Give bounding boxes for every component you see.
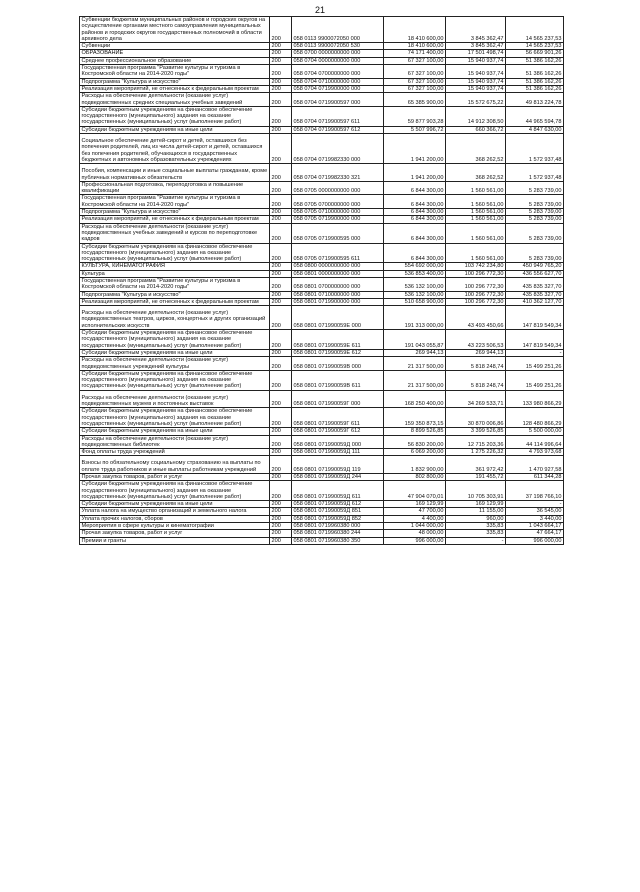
line-code-cell: 200	[270, 50, 292, 57]
executed-amount-cell: 100 296 772,30	[446, 277, 506, 291]
approved-amount-cell: 191 043 055,87	[384, 330, 446, 350]
budget-classification-code-cell: 058 0705 0719900595 000	[292, 223, 384, 243]
unexecuted-amount-cell: 56 669 901,26	[506, 50, 564, 57]
approved-amount-cell: 74 171 400,00	[384, 50, 446, 57]
line-code-cell: 200	[270, 277, 292, 291]
expense-name-cell: Субсидии бюджетным учреждениям на иные цели	[80, 428, 270, 435]
approved-amount-cell: 48 000,00	[384, 530, 446, 537]
expense-name-cell: Субсидии бюджетным учреждениям на финансовое обеспечение государственного (муниципального) задания на оказание государственных (муниципальных) услуг (выполнение работ)	[80, 481, 270, 501]
line-code-cell: 200	[270, 164, 292, 182]
executed-amount-cell: 335,83	[446, 523, 506, 530]
expense-name-cell: Государственная программа "Развитие культуры и туризма в Костромской области на 2014-2020 годы"	[80, 277, 270, 291]
expense-name-cell: Прочая закупка товаров, работ и услуг	[80, 474, 270, 481]
table-row	[80, 291, 564, 298]
executed-amount-cell: 15 940 937,74	[446, 85, 506, 92]
approved-amount-cell: 59 877 903,28	[384, 106, 446, 126]
executed-amount-cell: 11 155,00	[446, 508, 506, 515]
budget-classification-code-cell: 058 0801 071990059В 000	[292, 357, 384, 371]
approved-amount-cell: 191 313 000,00	[384, 306, 446, 330]
table-row	[80, 330, 564, 350]
line-code-cell: 200	[270, 408, 292, 428]
budget-classification-code-cell: 058 0801 071990059Г 611	[292, 408, 384, 428]
budget-classification-code-cell: 058 0704 0710000000 000	[292, 78, 384, 85]
budget-classification-code-cell: 058 0801 0719960380 000	[292, 523, 384, 530]
unexecuted-amount-cell: 44 114 996,64	[506, 435, 564, 449]
executed-amount-cell: 368 262,52	[446, 164, 506, 182]
budget-classification-code-cell: 058 0801 071990059Д 852	[292, 515, 384, 522]
approved-amount-cell: 6 844 300,00	[384, 216, 446, 223]
line-code-cell: 200	[270, 270, 292, 277]
budget-classification-code-cell: 058 0801 0710000000 000	[292, 291, 384, 298]
executed-amount-cell: 335,83	[446, 530, 506, 537]
budget-classification-code-cell: 058 0801 0719900000 000	[292, 298, 384, 305]
executed-amount-cell: 15 940 937,74	[446, 65, 506, 79]
unexecuted-amount-cell: 436 556 627,70	[506, 270, 564, 277]
expense-name-cell: Среднее профессиональное образование	[80, 57, 270, 64]
expense-name-cell: Расходы на обеспечение деятельности (оказание услуг) подведомственных учебных заведений и курсов по переподготовке кадров	[80, 223, 270, 243]
budget-classification-code-cell: 058 0801 071990059Д 612	[292, 501, 384, 508]
expense-name-cell: Культура	[80, 270, 270, 277]
approved-amount-cell: 510 658 900,00	[384, 298, 446, 305]
table-row	[80, 43, 564, 50]
line-code-cell: 200	[270, 216, 292, 223]
line-code-cell: 200	[270, 330, 292, 350]
budget-classification-code-cell: 058 0801 071990059Д 851	[292, 508, 384, 515]
budget-classification-code-cell: 058 0801 071990059Д 000	[292, 435, 384, 449]
expense-name-cell: Подпрограмма "Культура и искусство"	[80, 291, 270, 298]
budget-classification-code-cell: 058 0801 071990059Г 612	[292, 428, 384, 435]
table-body	[80, 17, 564, 545]
line-code-cell: 200	[270, 474, 292, 481]
approved-amount-cell: 269 944,13	[384, 349, 446, 356]
budget-classification-code-cell: 058 0801 071990059Г 000	[292, 390, 384, 408]
expense-name-cell: Субсидии бюджетным учреждениям на финансовое обеспечение государственного (муниципального) задания на оказание государственных (муниципальных) услуг (выполнение работ)	[80, 106, 270, 126]
unexecuted-amount-cell: 410 362 127,70	[506, 298, 564, 305]
table-row	[80, 164, 564, 182]
table-row	[80, 181, 564, 195]
executed-amount-cell: 1 560 561,00	[446, 223, 506, 243]
expense-name-cell: Профессиональная подготовка, переподготовка и повышение квалификации	[80, 181, 270, 195]
budget-classification-code-cell: 058 0801 0719960380 350	[292, 537, 384, 544]
budget-classification-code-cell: 058 0801 071990059Д 611	[292, 481, 384, 501]
line-code-cell: 200	[270, 243, 292, 263]
approved-amount-cell: 6 844 300,00	[384, 181, 446, 195]
executed-amount-cell: 3 845 362,47	[446, 17, 506, 43]
unexecuted-amount-cell: 15 499 251,26	[506, 357, 564, 371]
executed-amount-cell: 34 269 533,71	[446, 390, 506, 408]
line-code-cell: 200	[270, 195, 292, 209]
executed-amount-cell: 30 870 006,86	[446, 408, 506, 428]
unexecuted-amount-cell: 14 565 237,53	[506, 43, 564, 50]
approved-amount-cell: 67 327 100,00	[384, 57, 446, 64]
budget-classification-code-cell: 058 0705 0719900000 000	[292, 216, 384, 223]
executed-amount-cell: 1 275 226,32	[446, 449, 506, 456]
budget-classification-code-cell: 058 0801 071990059Е 611	[292, 330, 384, 350]
line-code-cell: 200	[270, 435, 292, 449]
approved-amount-cell: 159 350 873,15	[384, 408, 446, 428]
approved-amount-cell: 65 385 900,00	[384, 93, 446, 107]
unexecuted-amount-cell: 1 572 937,48	[506, 134, 564, 164]
budget-classification-code-cell: 058 0705 0700000000 000	[292, 195, 384, 209]
unexecuted-amount-cell: 611 344,28	[506, 474, 564, 481]
executed-amount-cell: 12 715 203,36	[446, 435, 506, 449]
line-code-cell: 200	[270, 209, 292, 216]
approved-amount-cell: 67 327 100,00	[384, 78, 446, 85]
table-row	[80, 357, 564, 371]
expense-name-cell: Субсидии бюджетным учреждениям на иные цели	[80, 126, 270, 133]
budget-classification-code-cell: 058 0705 0000000000 000	[292, 181, 384, 195]
expense-name-cell: ОБРАЗОВАНИЕ	[80, 50, 270, 57]
expense-name-cell: Субсидии бюджетным учреждениям на финансовое обеспечение государственного (муниципального) задания на оказание государственных (муниципальных) услуг (выполнение работ)	[80, 243, 270, 263]
budget-classification-code-cell: 058 0704 0000000000 000	[292, 57, 384, 64]
budget-classification-code-cell: 058 0704 0719982330 321	[292, 164, 384, 182]
line-code-cell: 200	[270, 501, 292, 508]
expense-name-cell: КУЛЬТУРА, КИНЕМАТОГРАФИЯ	[80, 263, 270, 270]
table-row	[80, 523, 564, 530]
budget-classification-code-cell: 058 0801 0719960380 244	[292, 530, 384, 537]
unexecuted-amount-cell: 4 793 973,68	[506, 449, 564, 456]
table-row	[80, 408, 564, 428]
budget-classification-code-cell: 058 0705 0710000000 000	[292, 209, 384, 216]
table-row	[80, 216, 564, 223]
table-row	[80, 57, 564, 64]
unexecuted-amount-cell: 147 819 549,34	[506, 306, 564, 330]
expense-name-cell: Субсидии бюджетным учреждениям на иные цели	[80, 501, 270, 508]
unexecuted-amount-cell: 147 819 549,34	[506, 330, 564, 350]
unexecuted-amount-cell: 5 283 739,00	[506, 223, 564, 243]
line-code-cell: 200	[270, 181, 292, 195]
executed-amount-cell: 100 296 772,30	[446, 291, 506, 298]
approved-amount-cell: 169 129,99	[384, 501, 446, 508]
budget-classification-code-cell: 058 0801 071990059Д 244	[292, 474, 384, 481]
expense-name-cell: Субсидии бюджетным учреждениям на финансовое обеспечение государственного (муниципального) задания на оказание государственных (муниципальных) услуг (выполнение работ)	[80, 370, 270, 390]
unexecuted-amount-cell: 996 000,00	[506, 537, 564, 544]
unexecuted-amount-cell: 51 386 162,26	[506, 65, 564, 79]
approved-amount-cell: 536 132 100,00	[384, 291, 446, 298]
executed-amount-cell: 3 399 526,85	[446, 428, 506, 435]
expense-name-cell: Расходы на обеспечение деятельности (оказание услуг) подведомственных театров, цирков, концертных и других организаций исполнительских искусств	[80, 306, 270, 330]
approved-amount-cell: 554 692 000,00	[384, 263, 446, 270]
line-code-cell: 200	[270, 349, 292, 356]
table-row	[80, 537, 564, 544]
approved-amount-cell: 1 941 200,00	[384, 164, 446, 182]
budget-classification-code-cell: 058 0704 0719900597 000	[292, 93, 384, 107]
approved-amount-cell: 996 000,00	[384, 537, 446, 544]
expense-name-cell: Субвенции бюджетам муниципальных районов и городских округов на осуществление органами местного самоуправления муниципальных районов и городских округов государственных полномочий в области архивного дела	[80, 17, 270, 43]
approved-amount-cell: 802 800,00	[384, 474, 446, 481]
unexecuted-amount-cell: 5 283 739,00	[506, 181, 564, 195]
executed-amount-cell: -	[446, 537, 506, 544]
budget-classification-code-cell: 058 0801 071990059Е 000	[292, 306, 384, 330]
expense-name-cell: Мероприятия в сфере культуры и кинематографии	[80, 523, 270, 530]
table-row	[80, 134, 564, 164]
executed-amount-cell: 1 560 561,00	[446, 181, 506, 195]
unexecuted-amount-cell: 47 664,17	[506, 530, 564, 537]
unexecuted-amount-cell: 14 565 237,53	[506, 17, 564, 43]
expense-name-cell: Расходы на обеспечение деятельности (оказание услуг) подведомственных учреждений культуры	[80, 357, 270, 371]
expense-name-cell: Фонд оплаты труда учреждений	[80, 449, 270, 456]
unexecuted-amount-cell: 5 283 739,00	[506, 243, 564, 263]
line-code-cell: 200	[270, 17, 292, 43]
line-code-cell: 200	[270, 481, 292, 501]
table-row	[80, 306, 564, 330]
budget-classification-code-cell: 058 0801 071990059Д 119	[292, 456, 384, 474]
line-code-cell: 200	[270, 523, 292, 530]
approved-amount-cell: 1 832 900,00	[384, 456, 446, 474]
line-code-cell: 200	[270, 306, 292, 330]
line-code-cell: 200	[270, 515, 292, 522]
executed-amount-cell: 15 940 937,74	[446, 78, 506, 85]
unexecuted-amount-cell: 1 572 937,48	[506, 164, 564, 182]
unexecuted-amount-cell: 435 835 327,70	[506, 277, 564, 291]
table-row	[80, 435, 564, 449]
executed-amount-cell: 269 944,13	[446, 349, 506, 356]
table-row	[80, 195, 564, 209]
approved-amount-cell: 21 317 500,00	[384, 357, 446, 371]
table-row	[80, 277, 564, 291]
budget-classification-code-cell: 058 0800 0000000000 000	[292, 263, 384, 270]
budget-classification-code-cell: 058 0801 071990059Д 111	[292, 449, 384, 456]
line-code-cell: 200	[270, 508, 292, 515]
approved-amount-cell: 47 700,00	[384, 508, 446, 515]
executed-amount-cell: 1 560 561,00	[446, 195, 506, 209]
executed-amount-cell: 368 262,52	[446, 134, 506, 164]
page-number: 21	[314, 5, 325, 15]
unexecuted-amount-cell: 5 283 739,00	[506, 209, 564, 216]
expense-name-cell: Расходы на обеспечение деятельности (оказание услуг) подведомственных музеев и постоянных выставок	[80, 390, 270, 408]
table-row	[80, 456, 564, 474]
table-row	[80, 530, 564, 537]
table-row	[80, 126, 564, 133]
budget-classification-code-cell: 058 0801 0700000000 000	[292, 277, 384, 291]
executed-amount-cell: 100 296 772,30	[446, 298, 506, 305]
unexecuted-amount-cell: 5 283 739,00	[506, 195, 564, 209]
line-code-cell: 200	[270, 85, 292, 92]
table-row	[80, 501, 564, 508]
approved-amount-cell: 6 844 300,00	[384, 243, 446, 263]
expense-name-cell: Субвенции	[80, 43, 270, 50]
approved-amount-cell: 6 844 300,00	[384, 223, 446, 243]
executed-amount-cell: 103 742 234,80	[446, 263, 506, 270]
unexecuted-amount-cell: 49 813 224,78	[506, 93, 564, 107]
approved-amount-cell: 67 327 100,00	[384, 85, 446, 92]
expense-name-cell: Подпрограмма "Культура и искусство"	[80, 209, 270, 216]
approved-amount-cell: 21 317 500,00	[384, 370, 446, 390]
unexecuted-amount-cell: 5 500 000,00	[506, 428, 564, 435]
table-row	[80, 298, 564, 305]
approved-amount-cell: 47 904 070,01	[384, 481, 446, 501]
budget-classification-code-cell: 058 0113 9900072050 530	[292, 43, 384, 50]
executed-amount-cell: 100 296 772,30	[446, 270, 506, 277]
table-row	[80, 270, 564, 277]
budget-classification-code-cell: 058 0113 9900072050 000	[292, 17, 384, 43]
approved-amount-cell: 6 069 200,00	[384, 449, 446, 456]
line-code-cell: 200	[270, 223, 292, 243]
expense-name-cell: Реализация мероприятий, не отнесенных к федеральным проектам	[80, 216, 270, 223]
approved-amount-cell: 168 250 400,00	[384, 390, 446, 408]
line-code-cell: 200	[270, 537, 292, 544]
approved-amount-cell: 536 132 100,00	[384, 277, 446, 291]
expense-name-cell: Премии и гранты	[80, 537, 270, 544]
expense-name-cell: Взносы по обязательному социальному страхованию на выплаты по оплате труда работников и иные выплаты работникам учреждений	[80, 456, 270, 474]
budget-classification-code-cell: 058 0801 0000000000 000	[292, 270, 384, 277]
table-row	[80, 85, 564, 92]
unexecuted-amount-cell: 450 949 765,20	[506, 263, 564, 270]
expense-name-cell: Реализация мероприятий, не отнесенных к федеральным проектам	[80, 298, 270, 305]
line-code-cell: 200	[270, 106, 292, 126]
line-code-cell: 200	[270, 456, 292, 474]
expense-name-cell: Уплата налога на имущество организаций и земельного налога	[80, 508, 270, 515]
table-row	[80, 223, 564, 243]
table-row	[80, 428, 564, 435]
executed-amount-cell: 191 455,72	[446, 474, 506, 481]
executed-amount-cell: 15 572 675,22	[446, 93, 506, 107]
unexecuted-amount-cell: 44 965 594,78	[506, 106, 564, 126]
unexecuted-amount-cell: 37 198 766,10	[506, 481, 564, 501]
budget-classification-code-cell: 058 0704 0719900597 611	[292, 106, 384, 126]
table-row	[80, 17, 564, 43]
line-code-cell: 200	[270, 428, 292, 435]
approved-amount-cell: 6 844 300,00	[384, 209, 446, 216]
unexecuted-amount-cell: -	[506, 349, 564, 356]
expense-name-cell: Субсидии бюджетным учреждениям на иные цели	[80, 349, 270, 356]
line-code-cell: 200	[270, 357, 292, 371]
line-code-cell: 200	[270, 291, 292, 298]
budget-classification-code-cell: 058 0801 071990059В 611	[292, 370, 384, 390]
executed-amount-cell: 660 366,72	[446, 126, 506, 133]
table-row	[80, 349, 564, 356]
line-code-cell: 200	[270, 43, 292, 50]
line-code-cell: 200	[270, 530, 292, 537]
line-code-cell: 200	[270, 390, 292, 408]
line-code-cell: 200	[270, 449, 292, 456]
unexecuted-amount-cell: 4 847 630,00	[506, 126, 564, 133]
budget-classification-code-cell: 058 0700 0000000000 000	[292, 50, 384, 57]
approved-amount-cell: 56 830 200,00	[384, 435, 446, 449]
table-row	[80, 370, 564, 390]
approved-amount-cell: 18 410 600,00	[384, 17, 446, 43]
unexecuted-amount-cell: -	[506, 501, 564, 508]
expense-name-cell: Государственная программа "Развитие культуры и туризма в Костромской области на 2014-2020 годы"	[80, 195, 270, 209]
executed-amount-cell: 169 129,99	[446, 501, 506, 508]
executed-amount-cell: 43 493 450,66	[446, 306, 506, 330]
budget-classification-code-cell: 058 0705 0719900595 611	[292, 243, 384, 263]
approved-amount-cell: 4 400,00	[384, 515, 446, 522]
unexecuted-amount-cell: 51 386 162,26	[506, 85, 564, 92]
unexecuted-amount-cell: 435 835 327,70	[506, 291, 564, 298]
line-code-cell: 200	[270, 263, 292, 270]
unexecuted-amount-cell: 36 545,00	[506, 508, 564, 515]
expense-name-cell: Пособия, компенсации и иные социальные выплаты гражданам, кроме публичных нормативных обязательств	[80, 164, 270, 182]
executed-amount-cell: 10 705 303,91	[446, 481, 506, 501]
approved-amount-cell: 67 327 100,00	[384, 65, 446, 79]
executed-amount-cell: 3 845 362,47	[446, 43, 506, 50]
table-row	[80, 93, 564, 107]
budget-classification-code-cell: 058 0704 0719900597 612	[292, 126, 384, 133]
line-code-cell: 200	[270, 126, 292, 133]
table-row	[80, 390, 564, 408]
unexecuted-amount-cell: 1 043 664,17	[506, 523, 564, 530]
table-row	[80, 65, 564, 79]
line-code-cell: 200	[270, 78, 292, 85]
executed-amount-cell: 361 972,42	[446, 456, 506, 474]
line-code-cell: 200	[270, 93, 292, 107]
approved-amount-cell: 536 853 400,00	[384, 270, 446, 277]
table-row	[80, 481, 564, 501]
expense-name-cell: Субсидии бюджетным учреждениям на финансовое обеспечение государственного (муниципального) задания на оказание государственных (муниципальных) услуг (выполнение работ)	[80, 330, 270, 350]
executed-amount-cell: 15 940 937,74	[446, 57, 506, 64]
approved-amount-cell: 1 044 000,00	[384, 523, 446, 530]
expense-name-cell: Прочая закупка товаров, работ и услуг	[80, 530, 270, 537]
table-row	[80, 263, 564, 270]
table-row	[80, 209, 564, 216]
expense-name-cell: Расходы на обеспечение деятельности (оказание услуг) подведомственных средних специальных учебных заведений	[80, 93, 270, 107]
executed-amount-cell: 14 912 308,50	[446, 106, 506, 126]
executed-amount-cell: 17 501 498,74	[446, 50, 506, 57]
budget-classification-code-cell: 058 0801 071990059Е 612	[292, 349, 384, 356]
line-code-cell: 200	[270, 65, 292, 79]
budget-classification-code-cell: 058 0704 0700000000 000	[292, 65, 384, 79]
executed-amount-cell: 43 223 506,53	[446, 330, 506, 350]
budget-classification-code-cell: 058 0704 0719900000 000	[292, 85, 384, 92]
expense-name-cell: Социальное обеспечение детей-сирот и детей, оставшихся без попечения родителей, лиц из числа детей-сирот и детей, оставшихся без попечения родителей, обучающихся в государственных бюджетных и автономных образовательных учреждениях	[80, 134, 270, 164]
budget-classification-code-cell: 058 0704 0719982330 000	[292, 134, 384, 164]
expense-name-cell: Подпрограмма "Культура и искусство"	[80, 78, 270, 85]
executed-amount-cell: 5 818 248,74	[446, 370, 506, 390]
table-row	[80, 243, 564, 263]
unexecuted-amount-cell: 5 283 739,00	[506, 216, 564, 223]
table-row	[80, 50, 564, 57]
executed-amount-cell: 1 560 561,00	[446, 216, 506, 223]
unexecuted-amount-cell: 51 386 162,26	[506, 78, 564, 85]
unexecuted-amount-cell: 3 440,00	[506, 515, 564, 522]
approved-amount-cell: 6 844 300,00	[384, 195, 446, 209]
approved-amount-cell: 18 410 600,00	[384, 43, 446, 50]
table-row	[80, 474, 564, 481]
expense-name-cell: Уплата прочих налогов, сборов	[80, 515, 270, 522]
expense-name-cell: Субсидии бюджетным учреждениям на финансовое обеспечение государственного (муниципального) задания на оказание государственных (муниципальных) услуг (выполнение работ)	[80, 408, 270, 428]
executed-amount-cell: 960,00	[446, 515, 506, 522]
line-code-cell: 200	[270, 370, 292, 390]
executed-amount-cell: 1 560 561,00	[446, 243, 506, 263]
unexecuted-amount-cell: 1 470 927,58	[506, 456, 564, 474]
line-code-cell: 200	[270, 298, 292, 305]
budget-execution-table	[79, 16, 564, 545]
table-row	[80, 508, 564, 515]
table-row	[80, 515, 564, 522]
line-code-cell: 200	[270, 57, 292, 64]
executed-amount-cell: 5 818 248,74	[446, 357, 506, 371]
table-row	[80, 106, 564, 126]
table-row	[80, 449, 564, 456]
expense-name-cell: Государственная программа "Развитие культуры и туризма в Костромской области на 2014-2020 годы"	[80, 65, 270, 79]
unexecuted-amount-cell: 128 480 866,29	[506, 408, 564, 428]
unexecuted-amount-cell: 133 980 866,29	[506, 390, 564, 408]
table-row	[80, 78, 564, 85]
expense-name-cell: Реализация мероприятий, не отнесенных к федеральным проектам	[80, 85, 270, 92]
unexecuted-amount-cell: 15 499 251,26	[506, 370, 564, 390]
unexecuted-amount-cell: 51 386 162,26	[506, 57, 564, 64]
approved-amount-cell: 1 941 200,00	[384, 134, 446, 164]
expense-name-cell: Расходы на обеспечение деятельности (оказание услуг) подведомственных библиотек	[80, 435, 270, 449]
executed-amount-cell: 1 560 561,00	[446, 209, 506, 216]
line-code-cell: 200	[270, 134, 292, 164]
approved-amount-cell: 5 507 996,72	[384, 126, 446, 133]
approved-amount-cell: 8 899 526,85	[384, 428, 446, 435]
